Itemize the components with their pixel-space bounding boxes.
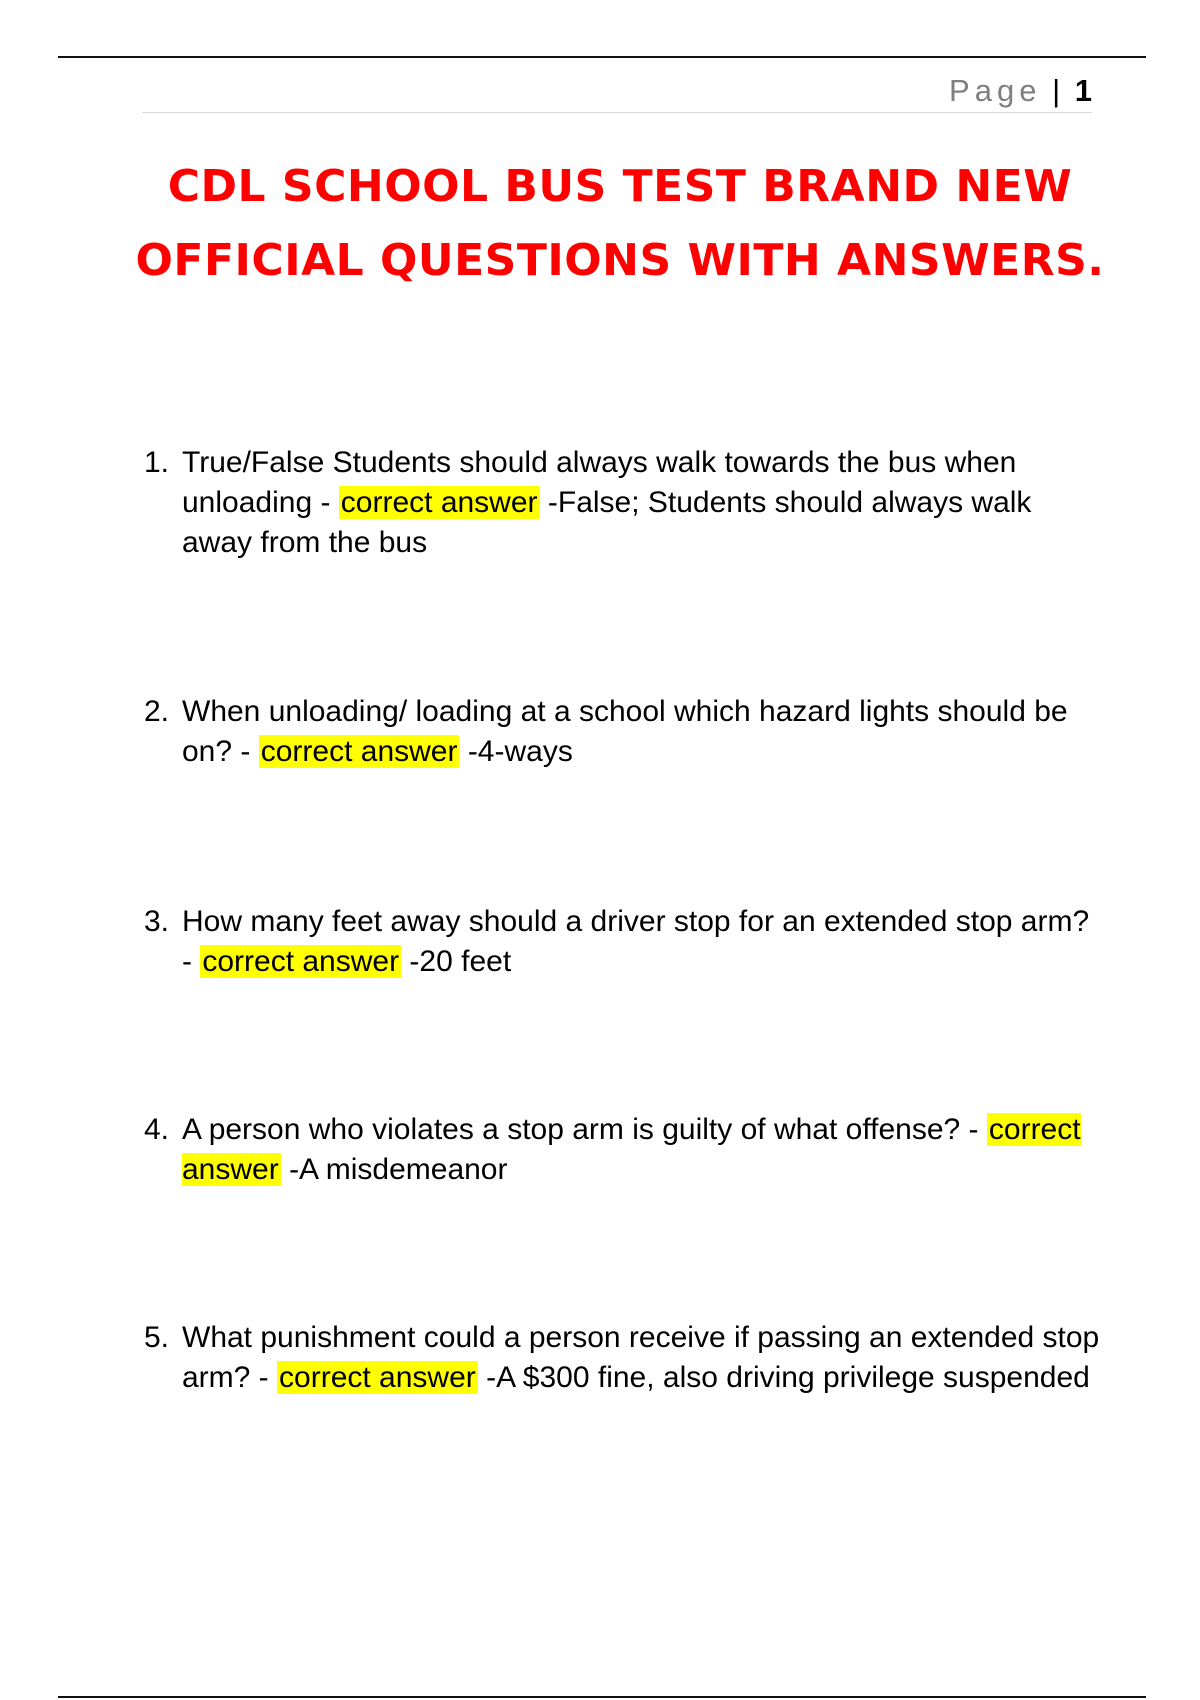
question-body [182, 1110, 1102, 1190]
question-text: When unloading/ loading at a school which hazard lights should be on? - [182, 695, 1068, 768]
question-body [182, 692, 1102, 772]
question-item-1 [142, 443, 1102, 563]
question-number: 3. [144, 905, 170, 938]
question-text: What punishment could a person receive if passing an extended stop arm? - [182, 1321, 1100, 1394]
document-title: CDL SCHOOL BUS TEST BRAND NEW OFFICIAL QUESTIONS WITH ANSWERS. [135, 161, 1105, 286]
correct-answer-highlight: correct answer [260, 735, 458, 768]
question-text: How many feet away should a driver stop for an extended stop arm? - [182, 905, 1090, 978]
question-item-5 [142, 1318, 1102, 1398]
question-item-3 [142, 902, 1102, 982]
question-body [182, 902, 1102, 982]
page-header [142, 70, 1092, 113]
page-number: 1 [1074, 73, 1092, 108]
answer-text: -4-ways [467, 735, 573, 768]
question-number: 4. [144, 1113, 170, 1146]
question-item-2 [142, 692, 1102, 772]
page-label: Page [949, 73, 1042, 108]
answer-text: -20 feet [409, 945, 512, 978]
correct-answer-highlight: correct answer [182, 1113, 1081, 1186]
question-text: A person who violates a stop arm is guilty of what offense? - [182, 1113, 979, 1146]
answer-text: -False; Students should always walk away from the bus [182, 486, 1032, 559]
bottom-rule [58, 1696, 1146, 1698]
question-number: 5. [144, 1321, 170, 1354]
question-number: 2. [144, 695, 170, 728]
top-rule [58, 56, 1146, 58]
correct-answer-highlight: correct answer [279, 1361, 476, 1394]
question-text: True/False Students should always walk towards the bus when unloading - [182, 446, 1017, 519]
answer-text: -A $300 fine, also driving privilege suspended [486, 1361, 1090, 1394]
correct-answer-highlight: correct answer [340, 486, 538, 519]
question-body [182, 1318, 1102, 1398]
question-number: 1. [144, 446, 170, 479]
page-separator: | [1052, 73, 1061, 108]
question-item-4 [142, 1110, 1102, 1190]
answer-text: -A misdemeanor [289, 1153, 508, 1186]
correct-answer-highlight: correct answer [202, 945, 400, 978]
question-body [182, 443, 1102, 563]
